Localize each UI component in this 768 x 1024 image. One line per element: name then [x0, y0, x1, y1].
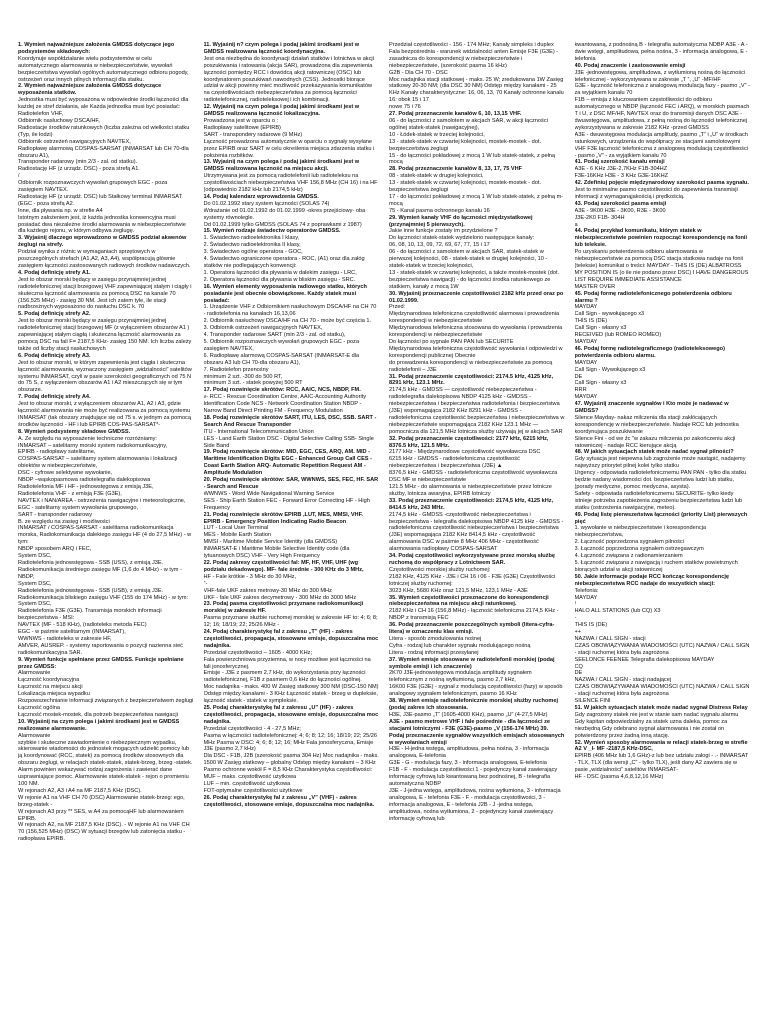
text-line: a [574, 221, 578, 228]
text-line: F1B – emisja z kluczowaniem częstotliwości do odbioru automatycznego w NBDP (łączność FEC i ARQ), w morskich pasmach T i U, z DSC MF/HF, NAVTEX oraz do transmisji danych DSC A3E - dwuwstęgowa, amplitudowa, z pełną nośną do łączności telefonicznej wykorzystywana w zakresie 2182 KHz -przed GMDSS [574, 97, 750, 131]
text-line: Cyfra - rodzaj lub charakter sygnału modulującego nośną [389, 642, 531, 649]
text-line: Przedział częstotliwości - 4 - 27,5 MHz; [203, 725, 301, 732]
text-line: Litera - sposób zmodulowania nośnej [389, 635, 482, 642]
text-line: 2. Świadectwo radioelektronika II klasy, [203, 242, 301, 249]
text-line: Wdrażanie od 01.02.1992 do 01.02.1999 -okres przejściowy- oba systemy równolegle. [203, 207, 366, 221]
text-line: / [574, 601, 577, 608]
text-line: Utrzymywana jest za pomocą radiotelefonii lub radioteleksu na częstotliwościach niebezpieczeństwa VHF 156,8 MHz (CH 16) i na HF (odpowiednio 2182 kHz lub 2174,5 kHz) [203, 173, 378, 194]
text-line: INMARSAT-E i Maritime Mobile Selective Identity code (dla tytuanowych DSC) VHF - Very High Frequency [203, 546, 350, 560]
text-line: MMSI - Maritime Mobile Service Identity (dla GMDSS) [203, 539, 338, 546]
text-line: INMARSAT / COSPAS-SARSAT - satelitarna radiokomunikacja morska, Radiokomunikacja dalekiego zasięgu HF (4 do 27,5 MHz) - w tym: [18, 525, 192, 546]
text-line: F3E-16KHz H3E - 3 KHz G3E-16KHZ [574, 173, 669, 180]
text-line: 2. Odbiornik nasłuchowy DSCA/HF na CH 70 - może być częścia 1. [203, 318, 372, 325]
text-line: SEELONCE FEENEE Telegrafia dalekopisowa MAYDAY [574, 656, 715, 663]
text-line: Łączność koordynacyjna [18, 677, 80, 684]
text-line: DE [574, 373, 583, 380]
question-heading: 4. Podaj definicję strefy A1. [18, 269, 91, 276]
text-line: MAYDAY [574, 304, 598, 311]
text-line: 1. Świadectwo radioelektronika I klasy, [203, 235, 300, 242]
text-line: THIS IS (DE) [574, 318, 608, 325]
text-line: A. Ze względu na wyposażenie techniczne rozróżniamy: [18, 435, 157, 442]
text-line: B. ze względu na zasięg i możliwości [18, 518, 110, 525]
question-heading: 40. Podaj znaczenie i zastosowanie emisji [574, 62, 686, 69]
question-heading: 25. Podaj charakterystykę fal z zakresu „U” (HF) - zakres częstotliwości, propagacja, stosowane emisje, dopuszczalna moc nadajnika. [203, 705, 379, 725]
text-line: 08 - statek-statek w drugiej kolejności, [389, 173, 484, 180]
text-line: EGC - w paśmie satelitarnym (INMARSAT), [18, 629, 126, 636]
text-column-1 [18, 42, 194, 1014]
text-line: Radiotelefonia VHF - z emisją F3E (G3E), [18, 490, 122, 497]
question-heading: 3. Wyjaśnij dlaczego wprowadzono w GMDSS podział akwenów żeglugi na strefy. [18, 235, 187, 249]
text-line: Od 01.02.1999 tylko GMDSS (SOLAS 74 z poprawkami z 1987) [203, 221, 362, 228]
text-line: 4. Transponder radarowe SART (min 2/3 - zal. od statku), [203, 332, 346, 339]
text-line: SES - Ship Earth Station FEC - Forward Error Correcting HF - High Frequency [203, 497, 370, 511]
text-line: Call Sign - własny x3 [574, 325, 627, 332]
text-line: 2174,5 kHz - GMDSS -częstotliwość niebezpieczeństwa i bezpieczeństwa - telegrafia dalekopisowa NBDP 4125 kHz - GMDSS - radiotelefoniczna częstotliwość niebezpieczeństwa i bezpieczeństwa (J3E) wspomagająca 2182 KHz 8414,5 kHz - częstotliwość alarmowania DSC w paśmie 8 MHz 406 MHz - częstotliwość alarmowania radiopławy COSPAS-SARSAT [389, 511, 564, 553]
text-line: H3E - H-jedna wstęga, amplitudowa, pełna nośna, 3 - informacja analogowa, E-telefonia [389, 746, 549, 760]
text-line: G3E - G - modulacja fazy, 3 - informacja analogowa, E-telefonia [389, 760, 547, 767]
question-heading: 22. Podaj zakresy częstotliwości fal: MF, HF, VHF, UHF (wg podziału dekadowego). MF- fale średnie - 300 KHz do 3 MHz, [203, 559, 364, 573]
text-line: Litera - rodzaj informacji przesyłanej [389, 649, 479, 656]
question-heading: 17. Podaj rozwinięcie skrótów: RCC, AAIC, NCS, NBDP, FM. [203, 387, 361, 394]
text-line: 06, 08, 10, 13, 09, 72, 69, 67, 77, 15 i 17 [389, 242, 490, 249]
text-line: WWNWS - Word Wide Navigational Warning Service [203, 490, 335, 497]
text-line: Jest to obszar morski, z wyłączeniem obszarów A1, A2 i A3, gdzie łączność alarmowania nie może być realizowana za pomocą systemu INMARSAT (tak obszary znajdujące się od 75 s. w jednym za pomocą środków łączności - HF i lub EPIRB COS-PAS-SARSAT*- [18, 401, 191, 428]
question-heading: 11. Wyjaśnij n? czym polega i podaj jakimi środkami jest w GMDSS realizowana łączność koordynacyjna. [203, 42, 360, 55]
question-heading: 37. Wymień emisje stosowane w radiotelefonii morskiej (podaj symbole emisji i ich znaczenie) [389, 656, 555, 670]
text-line: 2. Operatora łączności dla pływania w bliskim zasięgu - SRC. [203, 276, 356, 283]
text-line: Call Sign - wywołującego x3 [574, 311, 645, 318]
question-heading: 2. Wymień najważniejsze założenia GMDSS dotyczące wyposażenia statków. [18, 83, 162, 97]
text-line: 6215 kHz - GMDSS - radiotelefoniczna częstotliwość niebezpieczeństwa i bezpieczeństwa (J3E) ▲ [389, 456, 520, 470]
text-line: 17 - do łączności pokładowej z mocą 1 W lub statek-statek, z pełną m-mocą [389, 193, 564, 207]
question-heading: 33. Podaj przeznaczenie częstotliwości: 2174,5 kHz, 4125 kHz, 8414.5 kHz, 243 MHz. [389, 497, 554, 511]
text-line: HF - Fale krótkie - 3 MHz do 30 MHz, [203, 573, 297, 580]
text-line: Silence Mayday- nakaz milczenia dla stacji zakłócających korespondencję w niebezpieczeństwie. Nadaje RCC lub jednostka koordynująca poszukiwanie [574, 414, 739, 435]
text-line: Jest to minimalne pasmo częstotliwości do zapewnienia transmisji informacji z wymaganąjakością i prędkością. [574, 187, 738, 200]
text-line: LUF – min. częstotliwość użytkowa [203, 780, 291, 787]
text-line: DSC - cyfrowe selektywne wywołanie, [18, 470, 113, 477]
text-line: Gdy zagrożony statek nie jest w stanie sam nadać sygnału alarmu Gdy kapitan odpowiedzialny za statek uzna daleka, pomoc za niezbędną Gdy odebrano sygnał alarmowania i nie został on potwierdzony przez żadną inną stację. [574, 711, 739, 739]
text-line: 1. Operatora łączności dla pływania w dalekim zasięgu - LRC, [203, 269, 357, 276]
text-line: Transponder radarowy (min 2/3 - zal. od statku). [18, 159, 138, 166]
question-heading: 13. Wyjaśnij na czym polega i podaj jakimi środkami jest w GMDSS realizowana łączność na miejscu akcji. [203, 159, 360, 173]
text-line: Odbiornik rozpoznawczych wywołań grupowych EGC - poza zasięgiem NAVTEX. [18, 180, 168, 194]
text-line: Radiostację HF (z urządz. DSC) - poza strefą A1. [18, 166, 140, 173]
question-heading: 23. Podaj pasma częstotliwości przyznane radiokomunikacji morskiej w zakresie HF. [203, 601, 364, 615]
text-line: Call Sign - Wywołującego x3 [574, 366, 646, 373]
question-heading: 38. Wymień emisje radiotelefonicznie morskiej służby ruchomej (podaj zakres ich stosowania. [389, 698, 559, 711]
text-line: Łączność prowadzona automatycznie w oparciu o sygnały wysyłane przez EPIRB oraz SART w celu określenia miejsca zdarzenia statku i położenia rozbitków. [203, 138, 375, 159]
text-line: VHF-fale UKF zakres metrowy-30 MHz do 300 MHz [203, 587, 332, 594]
text-line: Przed: [389, 304, 406, 311]
text-line: ITU - International Telecommunication Union [203, 428, 314, 435]
text-line: MAYDAY [574, 338, 598, 345]
text-line: SART - transpondery radarowe (9 MHz) [203, 131, 303, 138]
text-line: Jest to obszar morski będący w zasięgu przynajmniej jednej radiotelefonicznej stacji brzegowej VHF zapewniającej stałym i ciągły i skuteczna łączność alarmowania za pomocą DSC na kanale 70 (156,525 MHz) - zasięg 30 NM. Jest ich zatem tyle, ile stacji nadbrzeżnych wyposażono do nasłuchu DSC k. 70 [18, 276, 192, 311]
text-line: Częstotliwości morskiej służby ruchomej: [389, 566, 491, 573]
text-line: v- RCC - Rescue Coordination Centre, AAIC-Accounting Authority Identification Code NCS - Network Coordination Station NBDP - Narrow Band Direct Printing FM - Frequency Modulation [203, 394, 367, 415]
text-line: Fala powierzchniowa przyziemna, w nocy możliwe jest łączności na fali jonosferycznej. [203, 656, 371, 670]
text-line: 2177 kHz - Międzynarodowe częstotliwość wywoławcza DSC [389, 449, 541, 456]
text-line: 13 - statek-statek w czwartej kolejności, mostek-mostek - dot. bezpieczeństwa żeglugi [389, 180, 542, 194]
text-line: DE [574, 670, 583, 677]
text-line: MES - Mobile Earth Station [203, 532, 271, 539]
text-line: System DSC, [18, 553, 52, 560]
text-line: - [574, 615, 577, 622]
text-line: / [18, 173, 20, 180]
text-line: WWNWS - radioteleks w zakresie HF, [18, 635, 112, 642]
text-line: H3E, J3E-pasmo „T” (1605-4000 KHz), pasmo „U” (4-27,5 MHz) [389, 711, 548, 718]
text-line: Radiotelefon VHF, [18, 111, 64, 118]
text-line: G2B - Dla CH 70 - DSC [389, 69, 448, 76]
text-line: MAYDAY [574, 394, 598, 401]
question-heading: 21. Podaj rozwinięcie skrótów EPIRB ,LUT, MES, MMSI, VHF. EPIRB - Emergency Position Indicating Radio Beacon [203, 511, 363, 525]
text-line: NAZWA / CALL SIGN - stacji [574, 635, 646, 642]
text-line: UKF - fale UKF zakres decymetrowy - 300 MHz do 3000 MHz [203, 594, 357, 601]
text-line: Jest ona niezbędna do koordynacji działań statków i lotnictwa w akcji poszukiwania i ratowania (akcja SAR), prowadzona dla zapewnienia łączności pomiędzy RCC i dowódcą akcji ratowniczej (OSC) lub koordynatorem poszukiwań nawodnych (CSS). Jednostki biorące udział w akcji powinny mieć możliwość przekazywania komunikatów na częstotliwościach niebezpieczeństwa za pomocą łączności radiotelefonicznej, radioteleksowej i ich kombinacji. [203, 55, 374, 104]
question-heading: 24. Podaj charakterystykę fal z zakresu „T” (HF) - zakres częstotliwości, propagacja, stosowane emisje, dopuszczalna moc nadajnika. [203, 629, 379, 649]
question-heading: 32. Podaj przeznaczenie częstotliwości: 2177 kHz, 6215 kHz, 8376.5 kHz, 121.5 MHz. [389, 435, 549, 449]
question-heading: 35. Wymień częstotliwości przeznaczone do korespondencji niebezpieczeństwa na miejscu akcji ratunkowej. [389, 594, 549, 608]
text-column-3 [389, 42, 565, 1014]
question-heading: 49. Podaj listę pierwszeństwa łączności (priority List) pierwszych pięć [574, 511, 748, 525]
question-heading: 48. W jakich sytuacjach statek może nadać sygnał pilności? [574, 449, 734, 456]
question-heading: 45. Podaj formę radiotelefonicznego potwierdzenia odbioru alarmu ? [574, 290, 732, 304]
text-line: Pasma w łączności radiotelefonicznej: 4; 6; 8; 12; 16; 18/19; 22; 25/26 MHz Pasma w DSC: 4; 6; 8; 12; 16; MHz Fala jonosferyczna, Emisje J3E (pasmo 2,7 kHz) [203, 732, 378, 753]
text-line: HALO ALL STATIONS (lub CQ) X3 [574, 608, 661, 615]
text-line: 2K70 J3E-jednowstęgowa modulacja amplitudy sygnałem telefonicznym z nośną wytłumioną, pasmo 2,7 kHz, [389, 670, 532, 684]
text-line: Do łączności po sygnale PAN PAN lub SECURITE [389, 338, 514, 345]
text-line: W rejonach A2, A3 i A4 na MF 2187,5 KHz (DSC). [18, 787, 142, 794]
question-heading: 18. Podaj rozwinięcie skrótów SART, ITU, LES, DSC, SSB. SART - Search And Rescue Transponder [203, 414, 377, 428]
text-line: Alarmowanie [18, 732, 51, 739]
text-line: Emisje - J3E z pasmem 2,7 kHz, do wykorzystania przy łączności radiotelefonicznej, F1B z pasmem 0,6 kHz do łączności ogólnej. [203, 670, 366, 684]
text-line: 3. Świadectwo ogólne operatora - GOC, [203, 249, 303, 256]
text-line: NBDP sposobem ARQ i FEC, [18, 546, 92, 553]
question-heading: 41. Podaj szerokość kanału emisji [574, 159, 665, 166]
text-line: 06 - do łączności z samolotem w akcjach SAR, w akcji łączności ogólnej statek-statek (nawigacyjnej), [389, 117, 548, 131]
text-line: Przedział częstotliwości – 1605 - 4000 KHz; [203, 649, 313, 656]
text-line: MY POSITION IS (o ile nie podano przez DSC) I HAVE DANGEROUS LIST REQUIRE IMMEDIATE ASSISTANCE [574, 269, 749, 283]
text-line: MUF – maks. częstotliwość użytkowa [203, 774, 297, 781]
text-line: ++ [574, 629, 582, 636]
text-line: 121.5 MHz - do alarmowania w niebezpieczeństwie przez lotnicze służby, lotnicza awaryjna, EPIRB lotniczy [389, 484, 552, 497]
text-line: Odbiornik ostrzeżeń nawigacyjnych NAVTEX, [18, 138, 131, 145]
text-line: Jakie inne funkcje zostały im przydzielone ? [389, 228, 498, 235]
text-line: FOT-optymalne częstotliwości użytkowe [203, 787, 303, 794]
text-line: 1. wywołanie w niebezpieczeństwie i korespondencja niebezpieczeństwa, [574, 525, 707, 539]
text-line: COSPAS-SARSAT – satelitarny system alarmowania i lokalizacji obiektów w niebezpieczeństwie, [18, 456, 178, 470]
question-heading: 6. Podaj definicję strefy A3. [18, 352, 91, 359]
text-line: AMVER, AUSREP. - systemy raportowania o pozycji nazienna sieć radiokomunikacyjna SAR. [18, 642, 183, 656]
text-line: 3. Łączność poprzedzona sygnałem ostrzegawczym [574, 546, 704, 553]
text-line: Radiotelefonia MF i HF - jednowstęgowa z emisją J3E, [18, 484, 154, 490]
text-line: Odbiornik nasłuchowy DSCA/HF, [18, 117, 100, 124]
text-line: Łączność mostek-mostek, dla potrzeb bezpieczeństwa nawigacji [18, 711, 178, 718]
question-heading: 34. Podaj częstotliwości wykorzystywane przez morską służbę ruchomą do współpracy z Lotnictwem SAR. [389, 553, 556, 566]
text-line: Moc nadajnika - maks. 400 W Zasięg statkowy 300 NM (DSC-150 NM) Odstęp między kanałami - 3 KHz Łączność statek - brzeg w dupleksie, łączność statek - statek w sympleksie. [203, 684, 379, 705]
text-line: J3E-2K0 F1B- 304H [574, 214, 625, 221]
text-line: 1. Urządzenie VHF z Odbiornikiem nasłuchowym DSCA/HF na CH 70 - radiotelefonia na kanałach 16,13,06 [203, 304, 377, 318]
text-line: Jednostka musi być wyposażona w odpowiednie środki łączności dla każdej ze stref działania, ale Każda jednostka musi być posiadać: [18, 97, 189, 111]
text-line: Istotnym założeniem jest, iż każda jednostka konwencyjna musi posiadać dwa niezależne środki alarmowania w niebezpieczeństwie dla każdego rejonu, w którym odbywa żeglugę. [18, 214, 186, 235]
question-heading: 46. Podaj formę radiotelegraficznego (radioteleksowego) potwierdzenia odbioru alarmu. [574, 345, 725, 359]
text-line: minimum 2 szt. -300 do 500 RT, [203, 373, 283, 380]
text-line: 16K00 F3E (G3E) - sygnał z modulacją częstotliwości (fazy) w sposób analogowy sygnałem telefonicznym, pasmo 16 KHz [389, 684, 563, 698]
text-line: EPIRB (406 MHz lub 1,6 GHz)-z lub bez udziału załogi - .- INMARSAT - TLX, TLX (dla wersji „C” - tylko TLX), jeśli dany A2 zawiera się w pasie „widzialności” satelitów INMARSAT- [574, 753, 749, 774]
text-line: 2174,5 kHz - GMDSS — częstotliwość niebezpieczeństwa - radiotelegrafia dalekopisowa NBDP 4125 kHz - GMDSS - niebezpieczeństwa i bezpieczeństwa radiotelefonia i bezpieczeństwa (J3E) wspomagająca 2182 KHz 8291 kHz - GMDSS - radiotelefoniczna częstotliwość bezpieczeństwa i niebezpieczeństwa w niebezpieczeństwie wspomagająca 2182 KHz 123.1 MHz — pomocnicza dla 121,5 MHz lotnicza służby używają jej w akcjach SAR [389, 387, 565, 435]
question-heading: 7. Podaj definicję strefy A4. [18, 394, 91, 401]
question-heading: 52. Wymień sposoby alarmowania w relacji statek-brzeg w strefie A2 V _I- MF -2187,5 KHz-DSC, [574, 739, 748, 753]
text-line: INMARSAT – satelitarny morski system radiokomunikacyjny, [18, 442, 168, 449]
text-line: CZAS OBOWIĄZYWANIA WIADOMOŚCI (UTC) NAZWA / CALL SIGN - stacji ruchomej która była zagrożona [574, 684, 750, 698]
text-line: NBDP –wąskopasmowa radiotelegrafia dalekopisowa [18, 477, 151, 484]
text-line: F1B - F - modulacja częstotliwości 1 - pojedynczy kanał zawierający informację cyfrową lub kwantowaną bez podnośnej, B - telegrafia automatyczna NDBP [389, 767, 558, 787]
text-line: W rejonie A1 na VHF CH 70 (DSC) Alarmowanie statek-brzeg: ego, brzeg-statek - [18, 794, 185, 808]
text-line: NAZWA / CALL SIGN - stacji nadającej [574, 677, 672, 684]
text-line: Silence Fini - od we źc "w zakazu milczenia po zakończeniu akcji ratowniczej - nadaje RCC kierujące akcją [574, 435, 736, 449]
text-line: RRR [574, 387, 587, 394]
text-line: LES - Land Earth Station DSC - Digital Selective Calling SSB- Single Side Band [203, 435, 374, 449]
text-line: Podział wynika z różnic w wymaganiach sprzętowych w poszczególnych strefach (A1,A2, A3, A4), współpracują głównie zasięgiem łączności zastosowanych radiowych środków nadawczych. [18, 249, 191, 269]
text-line: 06 - do łączności z samolotem w akcjach SAR, statek-statek w pierwszej kolejności, 08 - statek-statek w drugiej kolejności, 10 - statek-statek w trzeciej kolejności, [389, 249, 548, 269]
text-line: Pasma przyznane służbie ruchomej morskiej w zakresie HF to: 4; 6; 8; 12; 16; 18/19; 22; 25/26 MHz - [203, 615, 378, 629]
text-line: Po uzyskaniu potwierdzenia odbioru alarmowania w niebezpieczeństwie za pomocą DSC stacja statkowa nadaje na fonii (teleksie) komunikat o treści: MAYDAY - THIS IS (DE) ALBATROSS [574, 249, 744, 269]
text-line: Międzynarodowa telefoniczna stosowana do wywołania i prowadzenia korespondencji w niebezpieczeństwie [389, 325, 563, 339]
question-heading: 20. Podaj rozwinięcie skrótów: SAR, WWNWS, SES, FEC, HF. SAR - Search and Rescue [203, 477, 379, 490]
text-line: Safety - odpowiada radiotelefonicznemu SECURITE- tylko kiedy istnieje potrzeba zapobieżenia zagrożeniu bezpieczeństwa ludzi lub statku (ostrzeżenia nawigacyjne, meteo). [574, 490, 743, 511]
text-line: Dla DSC - F1B, J2B (szerokość pasma 304 Hz) Moc nadajnika - maks. 1500 W Zasięg statkowy – globalny Odstęp między kanałami – 3 KHz Pasmo ochronne wokół F = 8,5 KHz Charakterystyka częstotliwości: [203, 753, 379, 774]
text-line: Radiotelefonia jednowstęgowa - SSB (USB), z emisją J3E. Radiokomunikacja bliskiego zasięgu VHF (155 do 174 MHz) - w tym: [18, 587, 189, 601]
question-heading: 30. Wyjaśnij przeznaczenie częstotliwości 2182 kHz przed oraz po 01.02.1999. [389, 290, 564, 304]
text-line: 75 - Kanał pasma ochronnego kanału 16 [389, 207, 490, 214]
text-line: 2. Łączność poprzedzona sygnałem pilności [574, 539, 684, 546]
text-line: Międzynarodowa telefoniczna częstotliwość alarmowa i prowadzenia korespondencji w niebezpieczeństwie [389, 311, 560, 325]
text-line: J3E - J-jedna wstęga, amplitudowa, nośna wytłumiona, 3 - informacja analogowa, E - telefonia F3E - F - modulacja częstotliwości, 3 - informacja analogowa, E - telefonia J2B - J -jedna wstęga, amplitudowa, nośna wytłumiona, 2 - pojedynczy kanał zawierający informację cyfrową lub [389, 787, 561, 822]
text-line: kwantowaną, z podnośną B - telegrafia automatyczna NDBP A3E - A - dwie wstęgi, amplitudowa, pełna nośna, 3 - informacja analogowa, E - telefonia [574, 42, 748, 62]
text-line: Alarmowanie [18, 670, 51, 677]
text-line: CZAS OBOWIĄZYWANIA WIADOMOŚCI (UTC) NAZWA / CALL SIGN - stacji ruchomej która była zagrożona [574, 642, 750, 656]
text-line: A3E - dwuwstęgowa modulacja amplitudy, pasmo „T” i „U” w środkach ratunkowych, urządzenia do współpracy ze stacjami samolotowymi VHF F3E łączność telefoniczna z analogową modulacją częstotliwości - pasmo „V” - za wyjątkiem kanału 70 [574, 131, 748, 159]
text-line: 2182 KHz, 4125 KHz - J3E i CH 16 i 06 - F3E (G3E) Częstotliwości lotniczej służby ruchomej: [389, 573, 556, 587]
text-line: Łączność na miejscu akcji [18, 684, 83, 691]
text-line: 13 - statek-statek w czwartej kolejności, a także mostek-mostek (dot. bezpieczeństwa nawigacji) - do łączności środka ratunkowego ze statkiem, kanały z mocą 1W [389, 269, 560, 290]
text-line: 5. Łączność związana z nawigacją i ruchem statków powietrznych biorących udział w akcji ratowniczej [574, 559, 738, 573]
text-line: "- [203, 580, 208, 587]
text-line: Koordynuje współdziałanie wielu podsystemów w celu automatycznego alarmowania w niebezpieczeństwie, wywołań bezpieczeństwa wywołań ogólnych automatycznego odbioru pogody, ostrzeżeń oraz innych pilnych informacji dla statku. [18, 55, 189, 83]
text-line: 8376,5 kHz - GMDSS - radiotelefoniczna częstotliwość wywoławcza DSC MF w niebezpieczeństwie [389, 470, 558, 484]
text-line: 10 - Łódek-statek w trzeciej kolejności, [389, 131, 485, 138]
text-line: Łączność ogólna [18, 705, 60, 711]
question-heading: A3E - pasmo metrowe VHF i fale pośrednie - dla łączności ze stacjami lotniczymi - F3E (G3E)-pasmo „V (156-174 MHz) 39. Podaj przeznaczenie sygnałów wszystkich emisjach stosowanych w wywołaniach emisji [389, 718, 565, 746]
text-line: Przedział częstotliwości - 156 - 174 MHz; Kanały simpleks i duplex [389, 42, 554, 48]
text-line: EPIRB - radiopławy satelitarne, [18, 449, 96, 456]
text-line: 4. Świadectwo ograniczone operatora - ROC, (A1) oraz dla załóg statków nie podlegających konwencji: [203, 256, 365, 269]
text-line: Do 01.02.1992 stary system łączności (SOLAS 74) [203, 200, 330, 207]
text-line: Jest to obszar morski będący w zasięgu przynajmniej jednej radiotelefonicznej stacji brzegowej MF (z wyłączeniem obszarów A1 ) zapewniającej stałym ciągłą i skuteczna łączność alarmowania za pomocą DSC na fali F= 2187,5 KHz- zasięg 150 NM. Ich liczba zależy także od liczby stacji nasłuchowych [18, 318, 192, 352]
text-line: NAVTEX (MF - 518 KHz), (radioteleks metoda FEC) [18, 622, 147, 629]
question-heading: 31. Podaj przeznaczenie częstotliwości: 2174.5 kHz, 4125 kHz, 8291 kHz, 123.1 MHz. [389, 373, 554, 387]
text-line: Prowadzona jest w oparciu o : [203, 117, 279, 124]
text-line: Radiopławę alarmową COSPAS-SARSAT (INMARSAT lub CH 70-dla obszaru A1), [18, 145, 189, 159]
text-line: 6. Radiopławę alarmową COSPAS-SARSAT (INMARSAT-E dla obszaru A3 lub CH 70-dla obszaru A1), [203, 352, 360, 366]
question-heading: 9. Wymień funkcje spełniane przez GMDSS. Funkcje spełniane przez GMDSS: [18, 656, 184, 670]
text-line: 13 - statek-statek w czwartej kolejności, mostek-mostek - dot. bezpieczeństwa żeglugi [389, 138, 542, 152]
text-line: RECEIVED (lub ROMEO ROMEO) [574, 332, 662, 339]
question-heading: 8. Wymień podsystemy składowe GMDSS. [18, 428, 131, 435]
text-line: System DSC, [18, 580, 52, 587]
text-line: THIS IS (DE) [574, 622, 608, 629]
text-line: Radiotelefonia F3E (G3E). Transmisja morskich informacji bezpieczeństwa - MSI: [18, 608, 162, 622]
question-heading: 10. Wyjaśnij na czym polega i jakimi środkami jest w GMDSS realizowane alarmowanie. [18, 718, 180, 732]
text-line: Radiotelefonia jednowstęgowa - SSB (USS), z emisją J3E. Radiokomunikacja średniego zasięgu MF (1,6 do 4 MHz) - w tym - NBDP, [18, 559, 182, 580]
text-line: SILENCE FINI [574, 698, 611, 705]
text-line: 3023 KHz, 5680 KHz oraz 121,5 MHz, 123,1 MHz - A3E [389, 587, 528, 594]
question-heading: 16. Wymień elementy wyposażenia radiowego statku, których posiadanie jest obecnie obowiązkowe. Każdy statek musi posiadać: [203, 283, 367, 304]
text-line: 2182 KHz i CH 16 (156,8 MHz) - łączność telefoniczna 2174,5 KHz - NBDP z transmisją FEC [389, 608, 559, 622]
text-line: G3E - łączność telefoniczna z analogową modulacją fazy - pasmo „V” - za wyjątkiem kanału 70 [574, 83, 750, 97]
text-line: Urgency - odpowiada radiotelefonicznemu PAN PAN - tylko dla statku będzie nadany wiadomości dot. bezpieczeństwa ludzi lub statku, (porady medyczne, pomoc medyczna, asysta). [574, 470, 747, 490]
question-heading: 47. Wyjaśnij znaczenie sygnałów i Kto może je nadawać w GMDSS? [574, 401, 729, 415]
text-line: Radiostacje środków ratunkowych (liczba zależna od wielkości statku (Typ, ile łodzi) [18, 124, 190, 138]
text-line: NAVTEX i NAN/AREA - ostrzeżenia nawigacyjne i meteorologiczne, [18, 497, 186, 504]
question-heading: 26. Podaj charakterystykę fal z zakresu „V” (VHF) - zakres częstotliwości, stosowane emisje, dopuszczalna moc nadajnika. [203, 794, 375, 808]
text-line: 7. Radiotelefon przenośny [203, 366, 269, 373]
text-line: Gdy sytuacja jest niepewna lub zagrożenie może nastąpić, nadajemy najwyższy priorytet pilnej kolei tylko statku [574, 456, 746, 470]
question-heading: 14. Podaj kalendarz wprowadzenia GMDSS. [203, 193, 319, 200]
text-line: A3E - 6 KHz J3E-2,7KHz F1B-304HZ [574, 166, 668, 173]
question-heading: 15. Wymień rodzaje świadectw operatorów GMDSS. [203, 228, 341, 235]
text-line: szybkie i skuteczne zawiadomienie o niebezpiecznym wypadku, [18, 739, 177, 746]
text-line: W rejonach A3 przy ** SES, w A4 za pomocąHF lub alarmowaniem EPIRB. [18, 808, 184, 822]
question-heading: 50. Jakie informacje podaje RCC kończąc korespondencję niebezpieczeństwa RCC nadaje do wszystkich stacji: [574, 573, 730, 587]
text-line: Telefonia: [574, 587, 599, 594]
text-column-4 [575, 42, 751, 1014]
text-line: Fala bezpośrednia - warunek widzialności anten Emisje F3E (G3E) - zasadnicza do korespondencji w niebezpieczeństwie i niebezpieczeństwie, (szerokość pasma 16 kHz) [389, 48, 559, 69]
question-heading: 28. Podaj przeznaczenie kanałów 8, 13, 17, 75 VHF [389, 166, 523, 173]
text-line: EGC - satelitarny system wywołania grupowego, [18, 504, 139, 511]
question-heading: 43. Podaj szerokości pasma emisji [574, 200, 667, 207]
question-heading: 29. Wymień kanały VHF do łączności międzystatkowej (przynajmniej 5 pierwszych). [389, 214, 533, 228]
text-line: LUT - Local User Terminal [203, 525, 269, 532]
text-line: Radiostację HF (z urządź. DSC) lub Stałkowy terminal INMARSAT (EGC - poza strefą A2. [18, 193, 182, 207]
text-line: HF - DSC (pasma 4,6,8,12,16 MHz) [574, 774, 664, 781]
text-line: Międzynarodowa telefoniczna częstotliwość wywołania i odpowiedzi w korespondencji publicznej Obecnie [389, 345, 563, 359]
text-line: MASTER OVER [574, 283, 616, 290]
question-heading: 1. Wymień najważniejsze założenia GMDSS dotyczące jego podsystemów składowych: [18, 42, 175, 55]
text-line: Jest to obszar morski, w którym zapewnienia jest ciągła i skuteczna łączność alarmowania, wyznaczony zasięgiem „widzialności” satelitów systemu INMARSAT, czyli w pasie szerokości geograficznych od 75 N do 75 S, z wyłączeniem obszarów A1 i A2 mieszczących się w tym obszarze. [18, 359, 192, 394]
question-heading: 5. Podaj definicję strefy A2. [18, 311, 91, 318]
question-heading: 19. Podaj rozwinięcie skrótów: MID, EGC, CES, ARQ, AM. MID - Maritime Identification Digits EGC - Enhanced Group Call CES - Coast Earth Station ARQ- Automatic Repetition Request AM - Amplitude Modulation [203, 449, 372, 477]
text-line: Lokalizacja miejsca wypadku [18, 691, 90, 698]
text-line: nowe 75 i 76 [389, 104, 421, 111]
text-line: do prowadzenia korespondencji w niebezpieczeństwie za pomocą radiotelefonii – J3E [389, 359, 553, 373]
text-line: minimum 3 szt. - statek powyżej 500 RT [203, 380, 303, 387]
text-line: 15 - do łączności pokładowej z mocą 1 W lub statek-statek, z pełną mocą [389, 152, 556, 166]
text-line: Call Sign - własny x3 [574, 380, 627, 387]
text-line: CQ [574, 663, 583, 670]
text-line: SART - transponder radarowy [18, 511, 93, 518]
text-line: 3. Odbiornik ostrzeżeń nawigacyjnych NAVTEX, [203, 325, 323, 332]
question-heading: 36. Podaj przeznaczenie poszczególnych symboli (litera-cyfra-litera) w oznaczeniu klas emisji. [389, 622, 555, 636]
text-line: 4. Łączność związana z radionamierzaniem [574, 553, 683, 560]
text-line: Rozpowszechnianie informacji związanych z bezpieczeństwem żeglugi [18, 698, 194, 705]
text-line: Inne, dla pływania np. w strefie A4 [18, 207, 103, 214]
text-line: A3E - 9K00 H3E - 3K00, R3E - 3K00 [574, 207, 666, 214]
text-line: W rejonach A2, na MF 2187,5 KHz (DSC). - W rejonie A1 na VHF CH 70 (156,525 MHz) (DSC) W sytuacji brzegów lub zatonięcia statku - radiopława EPIRB. [18, 822, 190, 843]
question-heading: 27. Podaj przeznaczenie kanałów 6, 10, 13,15 VHF. [389, 111, 522, 118]
question-heading: 44. Podaj przykład komunikatu, którym statek w niebezpieczeństwie powinien rozpocząć korespondencję na fonii lub teleksie. [574, 228, 748, 249]
question-heading: 12. Wyjaśnij na czym polega i podaj jakimi środkami jest w GMDSS realizowana łączność lokalizacyjna. [203, 104, 360, 118]
text-line: System DSC, [18, 601, 52, 608]
text-column-2 [204, 42, 380, 1014]
text-line: skierowanie wiadomości do jednostek mogących udzielić pomocy lub ją koordynować (RCC, statek) za pomocą środków stosownych dla obszaru żeglugi, w relacjach statek-statek, statek-brzeg, brzeg -statek. Alarm powinien wskazywać rodzaj zagrożenia i zawierać dane usprawniające pomoc. Alarmowanie statek-statek - rejon o promieniu 100 NM. [18, 746, 193, 787]
text-line: MAYDAY [574, 359, 598, 366]
question-heading: 42. Zdefiniuj pojęcie międzynarodowy szerokości pasma sygnału. [574, 180, 749, 187]
text-line: MAYDAY [574, 594, 598, 601]
text-line: J3E -jednowstęgowa, amplitudowa, z wytłumioną nośną do łączności telefonicznej - wykorzystywana w zakresie „T ”, „U” -MF/HF [574, 69, 746, 83]
text-line: Radiopławy satelitowe (EPIRB) [203, 124, 281, 131]
question-heading: 51. W jakich sytuacjach statek może nadać sygnał Distress Relay [574, 705, 748, 711]
text-line: 5. Odbiornik rozpoznawczych wywołań grupowych EGC - poza zasięgiem NAVTEX, [203, 338, 359, 352]
text-line: Do łączności statek-statek wydzielono następujące kanały: [389, 235, 535, 242]
text-line: Moc nadajnika stacji statkowej - maks. 25 W; zredukowana 1W Zasięg statkowy 20-30 NM; (dla DSC 30 NM) Odstęp między kanałami - 25 KHz Kanały charakterystyczne: 16, 06, 13, 70 Kanały ochronne kanału 16: obok 15 i 17 [389, 76, 564, 104]
